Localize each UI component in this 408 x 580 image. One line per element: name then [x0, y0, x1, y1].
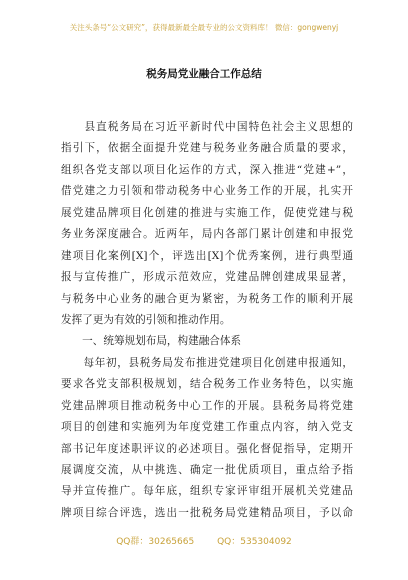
body-line: 展调度交流，从中挑选、确定一批优质项目，重点给予指: [61, 464, 353, 476]
body-line: 展党建品牌项目化创建的推进与实施工作，促使党建与税: [61, 206, 353, 219]
body-line: 党建品牌项目推动税务中心工作的开展。县税务局将党建: [61, 399, 353, 412]
body-line: 借党建之力引领和带动税务中心业务工作的开展，扎实开: [61, 185, 353, 198]
body-line: 项目的创建和实施列为年度党建工作重点内容，纳入党支: [61, 421, 353, 434]
body-line: 部书记年度述职评议的必述项目。强化督促指导，定期开: [61, 442, 353, 455]
footer-contact: [0, 534, 408, 547]
qq-group-label: QQ群：30265665: [116, 537, 195, 547]
section-heading: 一、统筹规划布局，构建融合体系: [61, 335, 242, 348]
body-line: 发挥了更为有效的引领和推动作用。: [61, 313, 231, 326]
body-line: 牌项目综合评选，选出一批税务局党建精品项目，予以命: [61, 506, 353, 519]
body-line: 导并宣传推广。每年底，组织专家评审组开展机关党建品: [61, 485, 353, 498]
body-line: 县直税务局在习近平新时代中国特色社会主义思想的: [61, 121, 353, 133]
body-line: 指引下，依据全面提升党建与税务业务融合质量的要求，: [61, 142, 353, 155]
body-line: 每年初，县税务局发布推进党建项目化创建申报通知，: [61, 356, 353, 369]
body-line: 务业务深度融合。近两年，局内各部门累计创建和申报党: [61, 228, 353, 241]
body-line: 要求各党支部积极规划，结合税务工作业务特色，以实施: [61, 378, 353, 391]
document-title: 税务局党业融合工作总结: [146, 68, 262, 80]
body-line: 组织各党支部以项目化运作的方式，深入推进“党建+”，: [61, 163, 353, 176]
body-line: 建项目化案例[X]个，评选出[X]个优秀案例，进行典型通: [61, 249, 353, 262]
top-banner: 关注头条号“公文研究”，获得最新最全最专业的公文资料库！ 微信：gongwenyj: [69, 23, 339, 32]
qq-label: QQ：535304092: [217, 537, 292, 547]
document-body: [61, 117, 353, 524]
body-line: 报与宣传推广，形成示范效应，党建品牌创建成果显著，: [61, 271, 353, 284]
body-line: 与税务中心业务的融合更为紧密，为税务工作的顺利开展: [61, 292, 353, 305]
